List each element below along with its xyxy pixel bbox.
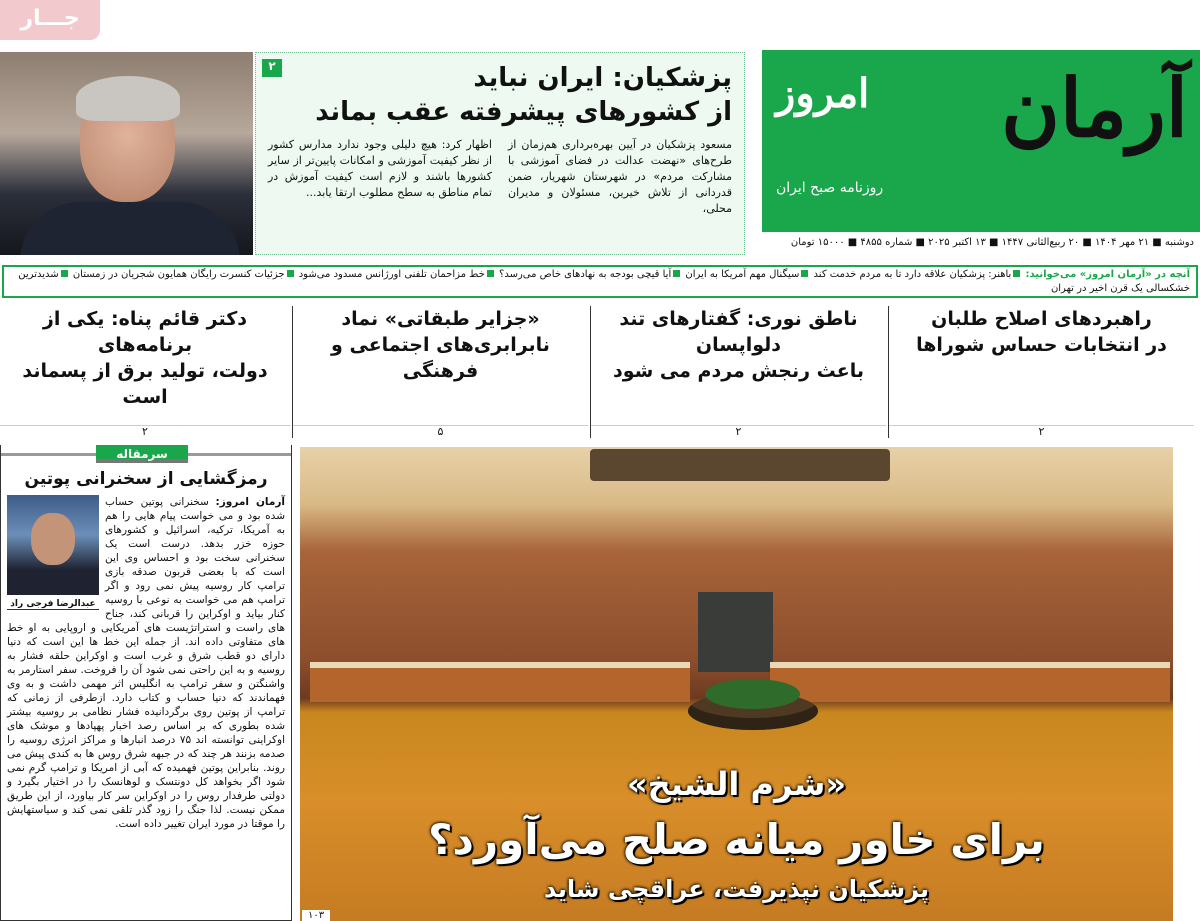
page-number: ۲: [591, 425, 886, 438]
headline[interactable]: [292, 306, 588, 438]
main-title: برای خاور میانه صلح می‌آورد؟: [428, 815, 1045, 864]
page-number: ۱۰۳: [302, 910, 330, 921]
author-photo: [7, 495, 99, 595]
headline[interactable]: [888, 306, 1194, 438]
masthead: [762, 50, 1200, 232]
page-number: ۲: [0, 425, 290, 438]
ticker-item[interactable]: آیا قیچی بودجه به نهادهای خاص می‌رسد؟: [499, 269, 672, 280]
page-number: ۵: [293, 425, 588, 438]
headline-line: «جزایر طبقاتی» نماد: [341, 308, 540, 330]
headline-line: ناطق نوری: گفتارهای تند دلواپسان: [619, 308, 858, 356]
headline-line: دکتر قائم پناه: یکی از برنامه‌های: [42, 308, 248, 356]
ticker-item[interactable]: جزئیات کنسرت رایگان همایون شجریان در زمستان: [72, 269, 285, 280]
lead-title-2: از کشورهای پیشرفته عقب بماند: [315, 97, 732, 127]
page-number: ۲: [262, 59, 282, 77]
headline-line: باعث رنجش مردم می شود: [612, 360, 865, 382]
headline-line: در انتخابات حساس شوراها: [916, 334, 1167, 356]
lead-title-1: پزشکیان: ایران نباید: [473, 63, 732, 93]
editorial-lead: آرمان امروز:: [215, 496, 285, 508]
section-tag: جـــار: [0, 0, 100, 40]
logo-sub: امروز: [776, 70, 870, 117]
headline[interactable]: [0, 306, 290, 438]
headline-line: دولت، تولید برق از پسماند است: [22, 360, 268, 408]
headline[interactable]: [590, 306, 886, 438]
lead-photo: [0, 52, 253, 255]
headline-line: راهبردهای اصلاح طلبان: [931, 308, 1152, 330]
ticker-item[interactable]: خط مزاحمان تلفنی اورژانس مسدود می‌شود: [298, 269, 485, 280]
date-line: دوشنبه ■ ۲۱ مهر ۱۴۰۴ ■ ۲۰ ربیع‌الثانی ۱۴۴۷ ■ ۱۳ اکتبر ۲۰۲۵ ■ شماره ۴۸۵۵ ■ ۱۵۰۰۰ تومان: [790, 237, 1194, 248]
page-number: ۲: [889, 425, 1194, 438]
author-name: عبدالرضا فرجی راد: [7, 599, 99, 610]
tagline: روزنامه صبح ایران: [776, 180, 884, 196]
editorial-label: سرمقاله: [96, 445, 188, 463]
main-subtitle: پزشکیان نپذیرفت، عراقچی شاید: [543, 875, 930, 903]
ticker-lead: آنچه در «آرمان امروز» می‌خوانید:: [1025, 269, 1190, 280]
logo: آرمان: [1001, 61, 1188, 155]
editorial-title: رمزگشایی از سخنرانی پوتین: [24, 469, 268, 489]
ticker-item[interactable]: شدیدترین خشکسالی یک قرن اخیر در تهران: [18, 269, 1190, 294]
lead-story[interactable]: [255, 52, 745, 255]
lead-col-right: مسعود پزشکیان در آیین بهره‌برداری هم‌زمان از طرح‌های «نهضت عدالت در فضای آموزشی با مشارکت مردم» در شهرستان شهریار، ضمن قدردانی از تلاش خیرین، مسئولان و مدیران محلی،: [508, 138, 732, 215]
headline-line: نابرابری‌های اجتماعی و فرهنگی: [331, 334, 550, 382]
main-story-photo[interactable]: [300, 447, 1173, 921]
ticker-item[interactable]: سیگنال مهم آمریکا به ایران: [685, 269, 800, 280]
main-kicker: «شرم الشیخ»: [627, 765, 846, 803]
lead-col-left: اظهار کرد: هیچ دلیلی وجود ندارد مدارس کشور از نظر کیفیت آموزشی و امکانات پایین‌تر از سایر کشورها باشند و لازم است کیفیت آموزش در تمام مناطق به سطح مطلوب ارتقا یابد...: [268, 138, 492, 199]
ticker: [2, 265, 1198, 298]
ticker-item[interactable]: باهنر: پزشکیان علاقه دارد تا به مردم خدمت کند: [813, 269, 1012, 280]
editorial-body: سخنرانی پوتین حساب شده بود و می خواست پیام هایی را هم به آمریکا، ترکیه، اسرائیل و کشورهای حوزه خزر بدهد. درست است یک سخنرانی سخت بود و احساس وی این است که با بعضی قربون صدقه بازی ترامپ کار روسیه پیش نمی رود و اگر ترامپ هم می خواست به نوعی با روسیه کنار بیاید و اوکراین را قربانی کند، جناح های راست و استراتژیست های آمریکایی و اروپایی به او خط های متفاوتی داده اند. از جمله این خط ها این است که دنیا دارای دو قطب شرق و غرب است و اوکراین حلقه فشار به روسیه و به این راحتی نمی شود آن را فروخت. سفر استارمر به واشنگتن و سفر ترامپ به انگلیس اثر مهمی داشت و به وی فهماندند که دنیا حساب و کتاب دارد. ازطرفی از زمانی که ترامپ از پوتین روی برگردانیده فشار نظامی بر روسیه بیشتر شده بطوری که بر اساس رصد اخبار پهپادها و موشک های اوکراینی توانسته اند ۷۵ درصد انبارها و مراکز انرژی روسیه را صدمه بزنند هر چند که در جبهه شرق روس ها به کندی پیش می روند. بنابراین پوتین فهمیده که آبی از امریکا و ترامپ گرم نمی شود اگر بخواهد کل دونتسک و لوهانسک را در اختیار بگیرد و دولتی طرفدار روس را در اوکراین سر کار بیاورد، از این طریق ممکن نیست. لذا جنگ را زود گذر تلقی نمی کند و سیاستهایش را موقتا در مورد ایران تغییر داده است.: [7, 496, 285, 830]
editorial[interactable]: [0, 445, 292, 921]
